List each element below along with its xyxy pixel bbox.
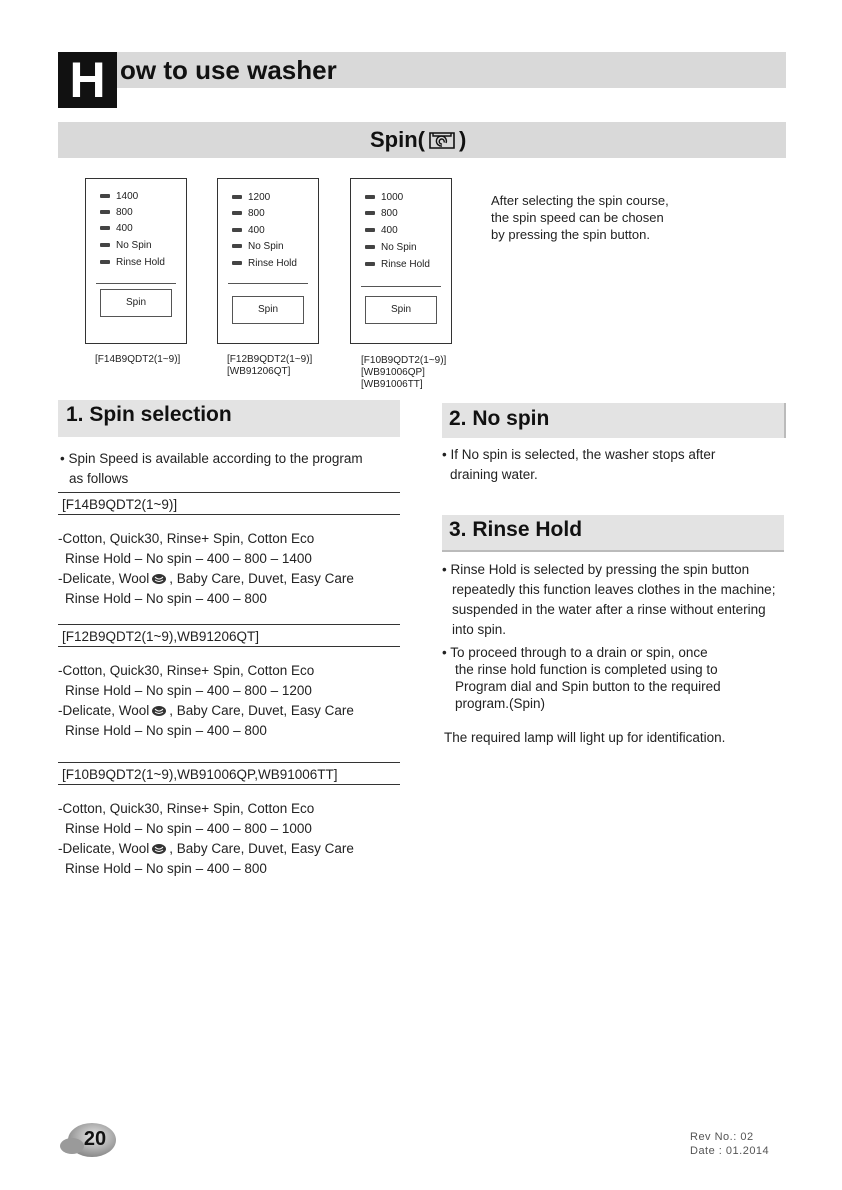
- spin-button[interactable]: Spin: [100, 289, 172, 317]
- program-list: -Cotton, Quick30, Rinse+ Spin, Cotton Eco Rinse Hold – No spin – 400 – 800 – 1200 -Delicate, Wool , Baby Care, Duvet, Easy Care Rinse Hold – No spin – 400 – 800: [58, 663, 354, 738]
- section-3-note: The required lamp will light up for identification.: [444, 730, 726, 745]
- speed-row: 800: [100, 206, 133, 220]
- model-header: [F12B9QDT2(1~9),WB91206QT]: [58, 624, 400, 647]
- panel-1-model: [F14B9QDT2(1~9)]: [95, 354, 181, 365]
- spin-icon: [427, 130, 457, 152]
- spin-intro-text: After selecting the spin course, the spin speed can be chosen by pressing the spin button.: [491, 193, 669, 242]
- spin-title: [370, 122, 466, 158]
- revision-info: Rev No.: 02 Date : 01.2014: [690, 1131, 770, 1157]
- control-panel-3: [350, 178, 452, 344]
- panel-3-models: [F10B9QDT2(1~9)] [WB91006QP] [WB91006TT]: [361, 355, 447, 390]
- speed-row: 800: [232, 207, 265, 221]
- section-3-bullet-1: • Rinse Hold is selected by pressing the spin button repeatedly this function leaves clothes in the machine; suspended in the water after a rinse without entering into spin.: [442, 562, 776, 637]
- header-initial: H: [58, 52, 117, 108]
- speed-row: No Spin: [100, 239, 152, 253]
- spin-button[interactable]: Spin: [232, 296, 304, 324]
- speed-row: 400: [365, 224, 398, 238]
- control-panel-2: [217, 178, 319, 344]
- speed-row: Rinse Hold: [232, 257, 297, 271]
- speed-row: 1400: [100, 190, 138, 204]
- spin-button[interactable]: Spin: [365, 296, 437, 324]
- speed-row: 800: [365, 207, 398, 221]
- wool-icon: [151, 705, 167, 717]
- speed-row: 400: [100, 222, 133, 236]
- speed-row: No Spin: [232, 240, 284, 254]
- program-list: -Cotton, Quick30, Rinse+ Spin, Cotton Eco Rinse Hold – No spin – 400 – 800 – 1400 -Delicate, Wool , Baby Care, Duvet, Easy Care Rinse Hold – No spin – 400 – 800: [58, 531, 354, 606]
- wool-icon: [151, 843, 167, 855]
- spin-title-text: Spin(: [370, 127, 425, 152]
- wool-icon: [151, 573, 167, 585]
- section-3-bullet-2: • To proceed through to a drain or spin, once the rinse hold function is completed using to Program dial and Spin button to the required program.(Spin): [442, 645, 721, 711]
- speed-row: Rinse Hold: [365, 258, 430, 272]
- spin-title-end: ): [459, 127, 467, 152]
- section-2-text: • If No spin is selected, the washer stops after draining water.: [442, 447, 716, 482]
- section-1-title: 1. Spin selection: [66, 403, 232, 426]
- model-header: [F10B9QDT2(1~9),WB91006QP,WB91006TT]: [58, 762, 400, 785]
- speed-row: Rinse Hold: [100, 256, 165, 270]
- page-number-badge: [58, 1122, 116, 1158]
- panel-2-models: [F12B9QDT2(1~9)] [WB91206QT]: [227, 354, 313, 377]
- speed-row: 1000: [365, 191, 403, 205]
- page-title: ow to use washer: [120, 55, 337, 85]
- speed-row: 1200: [232, 191, 270, 205]
- speed-row: No Spin: [365, 241, 417, 255]
- program-list: -Cotton, Quick30, Rinse+ Spin, Cotton Eco Rinse Hold – No spin – 400 – 800 – 1000 -Delicate, Wool , Baby Care, Duvet, Easy Care Rinse Hold – No spin – 400 – 800: [58, 801, 354, 876]
- section-1-bullet: • Spin Speed is available according to the program as follows: [60, 451, 363, 486]
- control-panel-1: [85, 178, 187, 344]
- speed-row: 400: [232, 224, 265, 238]
- section-2-title: 2. No spin: [449, 407, 550, 430]
- section-3-title: 3. Rinse Hold: [449, 518, 583, 541]
- model-header: [F14B9QDT2(1~9)]: [58, 492, 400, 515]
- page-number: 20: [83, 1128, 107, 1150]
